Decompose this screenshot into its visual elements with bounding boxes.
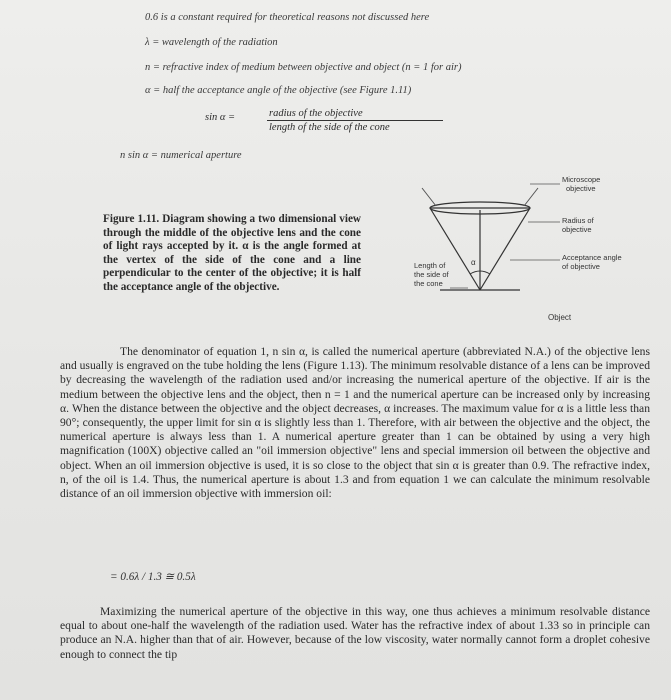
- definition-wavelength: [145, 37, 278, 49]
- definition-numerical-aperture: [120, 150, 242, 162]
- definition-refractive-index-text: = refractive index of medium between objective and object (n = 1 for air): [152, 62, 462, 73]
- figure-caption: [103, 213, 361, 295]
- definition-half-angle: [145, 85, 411, 97]
- definition-wavelength-text: = wavelength of the radiation: [152, 37, 278, 48]
- label-objective: objective: [566, 184, 596, 193]
- definition-constant: 0.6 is a constant required for theoretical reasons not discussed here: [145, 12, 430, 23]
- label-acceptance-angle: Acceptance angle: [562, 253, 622, 262]
- definition-numerical-aperture-text: = numerical aperture: [150, 150, 242, 161]
- sine-numerator: radius of the objective: [269, 108, 363, 119]
- label-object: Object: [548, 313, 572, 322]
- fraction-bar: [267, 120, 443, 121]
- paragraph-maximizing: Maximizing the numerical aperture of the objective in this way, one thus achieves a minimum resolvable distance equal to about one-half the wavelength of the radiation used. Water has the refractive index of about 1.33 so in principle can produce an N.A. higher than that of air. However, because of the low viscosity, water normally cannot form a droplet cohesive enough to connect the tip: [60, 605, 650, 661]
- symbol-lambda: λ: [145, 37, 150, 48]
- label-the-cone: the cone: [414, 279, 443, 288]
- definition-half-angle-text: = half the acceptance angle of the objective (see Figure 1.11): [153, 85, 412, 96]
- figure-caption-text: Diagram showing a two dimensional view through the middle of the objective lens and the cone of light rays accepted by it. α is the angle formed at the vertex of the side of the cone and a line perpendicular to the center of the objective; it is half the acceptance angle of the objective.: [103, 213, 362, 293]
- sine-denominator: length of the side of the cone: [269, 122, 390, 133]
- figure-caption-label: Figure 1.11.: [103, 213, 160, 225]
- symbol-n: n: [145, 62, 151, 73]
- sine-fraction: [205, 108, 445, 138]
- ray-left: [422, 188, 436, 206]
- resolution-equation: = 0.6λ / 1.3 ≅ 0.5λ: [110, 571, 196, 583]
- ray-right: [524, 188, 538, 206]
- label-radius-objective: objective: [562, 225, 592, 234]
- label-length-of: Length of: [414, 261, 446, 270]
- alpha-label: α: [471, 258, 476, 267]
- label-acceptance-objective: of objective: [562, 262, 600, 271]
- cone-right-side: [480, 208, 530, 290]
- definition-refractive-index: [145, 62, 461, 74]
- paragraph-numerical-aperture: The denominator of equation 1, n sin α, is called the numerical aperture (abbreviated N.A.) of the objective lens and usually is engraved on the tube holding the lens (Figure 1.13). The minimum resolvable distance of a lens can be improved by decreasing the wavelength of the radiation used and/or increasing the numerical aperture of the objective. If air is the medium between the objective lens and the object, then n = 1 and the numerical aperture can be increased only by increasing α. When the distance between the objective and the object decreases, α increases. The maximum value for α is a little less than 90°; consequently, the upper limit for sin α is slightly less than 1. Therefore, with air between the objective and the object, the numerical aperture is always less than 1. A numerical aperture greater than 1 can be obtained by using a very high magnification (100X) objective called an "oil immersion objective" lens and special immersion oil between the objective and object. When an oil immersion objective is used, it is so close to the object that sin α is greater than 0.9. The refractive index, n, of the oil is 1.4. Thus, the numerical aperture is about 1.3 and from equation 1 we can calculate the minimum resolvable distance of an oil immersion objective with immersion oil:: [60, 345, 650, 501]
- sine-lhs: sin α =: [205, 112, 236, 123]
- objective-cone-diagram: [400, 170, 640, 330]
- label-microscope: Microscope: [562, 175, 601, 184]
- symbol-alpha: α: [145, 85, 151, 96]
- label-radius: Radius of: [562, 216, 594, 225]
- symbol-n-sin-alpha: n sin α: [120, 150, 149, 161]
- label-side-of: the side of: [414, 270, 449, 279]
